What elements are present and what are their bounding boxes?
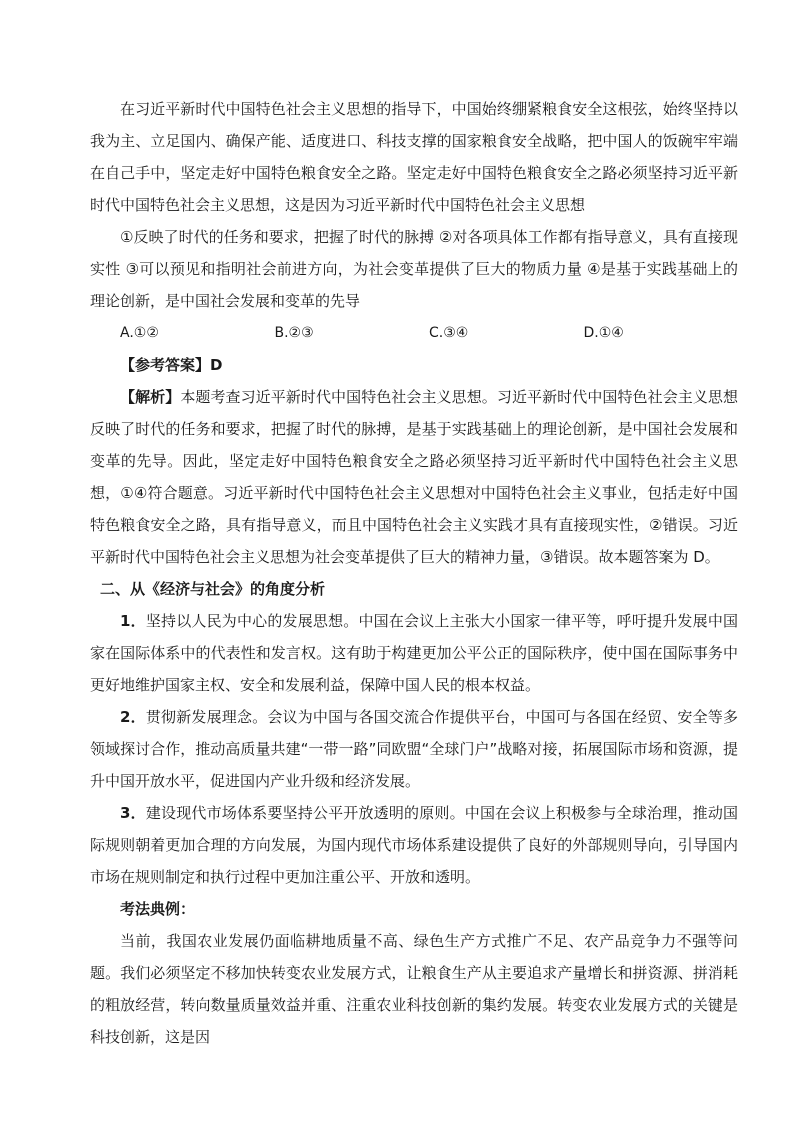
analysis-text: 本题考查习近平新时代中国特色社会主义思想。习近平新时代中国特色社会主义思想反映了时代的任务和要求，把握了时代的脉搏，是基于实践基础上的理论创新，是中国社会发展和变革的先导。因此，坚定走好中国特色粮食安全之路必须坚持习近平新时代中国特色社会主义思想，①④符合题意。习近平新时代中国特色社会主义思想对中国特色社会主义事业，包括走好中国特色粮食安全之路，具有指导意义，而且中国特色社会主义实践才具有直接现实性，②错误。习近平新时代中国特色社会主义思想为社会变革提供了巨大的精神力量，③错误。故本题答案为 D。 <box>90 388 738 566</box>
option-a: A.①② <box>120 325 159 341</box>
example-text: 当前，我国农业发展仍面临耕地质量不高、绿色生产方式推广不足、农产品竞争力不强等问题。我们必须坚定不移加快转变农业发展方式，让粮食生产从主要追求产量增长和拼资源、拼消耗的粗放经营，转向数量质量效益并重、注重农业科技创新的集约发展。转变农业发展方式的关键是科技创新，这是因 <box>90 932 738 1046</box>
example-label: 考法典例： <box>120 900 196 918</box>
reference-answer: 【参考答案】D <box>120 356 223 374</box>
point-3-number: 3． <box>120 804 146 822</box>
option-c: C.③④ <box>429 325 469 341</box>
analysis-paragraph <box>90 381 738 573</box>
option-b: B.②③ <box>274 325 314 341</box>
point-1-text: 坚持以人民为中心的发展思想。中国在会议上主张大小国家一律平等，呼吁提升发展中国家在国际体系中的代表性和发言权。这有助于构建更加公平公正的国际秩序，使中国在国际事务中更好地维护国家主权、安全和发展利益，保障中国人民的根本权益。 <box>90 612 739 694</box>
point-1-number: 1． <box>120 612 146 630</box>
point-3-text: 建设现代市场体系要坚持公平开放透明的原则。中国在会议上积极参与全球治理，推动国际规则朝着更加合理的方向发展，为国内现代市场体系建设提供了良好的外部规则导向，引导国内市场在规则制定和执行过程中更加注重公平、开放和透明。 <box>90 804 739 886</box>
analysis-label: 【解析】 <box>120 388 181 406</box>
section-heading: 二、从《经济与社会》的角度分析 <box>100 580 326 598</box>
answer-options <box>90 317 738 349</box>
point-2-text: 贯彻新发展理念。会议为中国与各国交流合作提供平台，中国可与各国在经贸、安全等多领域探讨合作，推动高质量共建“一带一路”同欧盟“全球门户”战略对接，拓展国际市场和资源，提升中国开放水平，促进国内产业升级和经济发展。 <box>90 708 739 790</box>
question-statements: ①反映了时代的任务和要求，把握了时代的脉搏 ②对各项具体工作都有指导意义，具有直接现实性 ③可以预见和指明社会前进方向，为社会变革提供了巨大的物质力量 ④是基于实践基础上的理论创新，是中国社会发展和变革的先导 <box>90 228 738 310</box>
point-3 <box>90 797 738 893</box>
point-2-number: 2． <box>120 708 146 726</box>
option-d: D.①④ <box>583 325 624 341</box>
point-1 <box>90 605 738 701</box>
point-2 <box>90 701 738 797</box>
question-stem: 在习近平新时代中国特色社会主义思想的指导下，中国始终绷紧粮食安全这根弦，始终坚持以我为主、立足国内、确保产能、适度进口、科技支撑的国家粮食安全战略，把中国人的饭碗牢牢端在自己手中，坚定走好中国特色粮食安全之路。坚定走好中国特色粮食安全之路必须坚持习近平新时代中国特色社会主义思想，这是因为习近平新时代中国特色社会主义思想 <box>90 100 738 214</box>
document-content <box>90 93 738 1053</box>
